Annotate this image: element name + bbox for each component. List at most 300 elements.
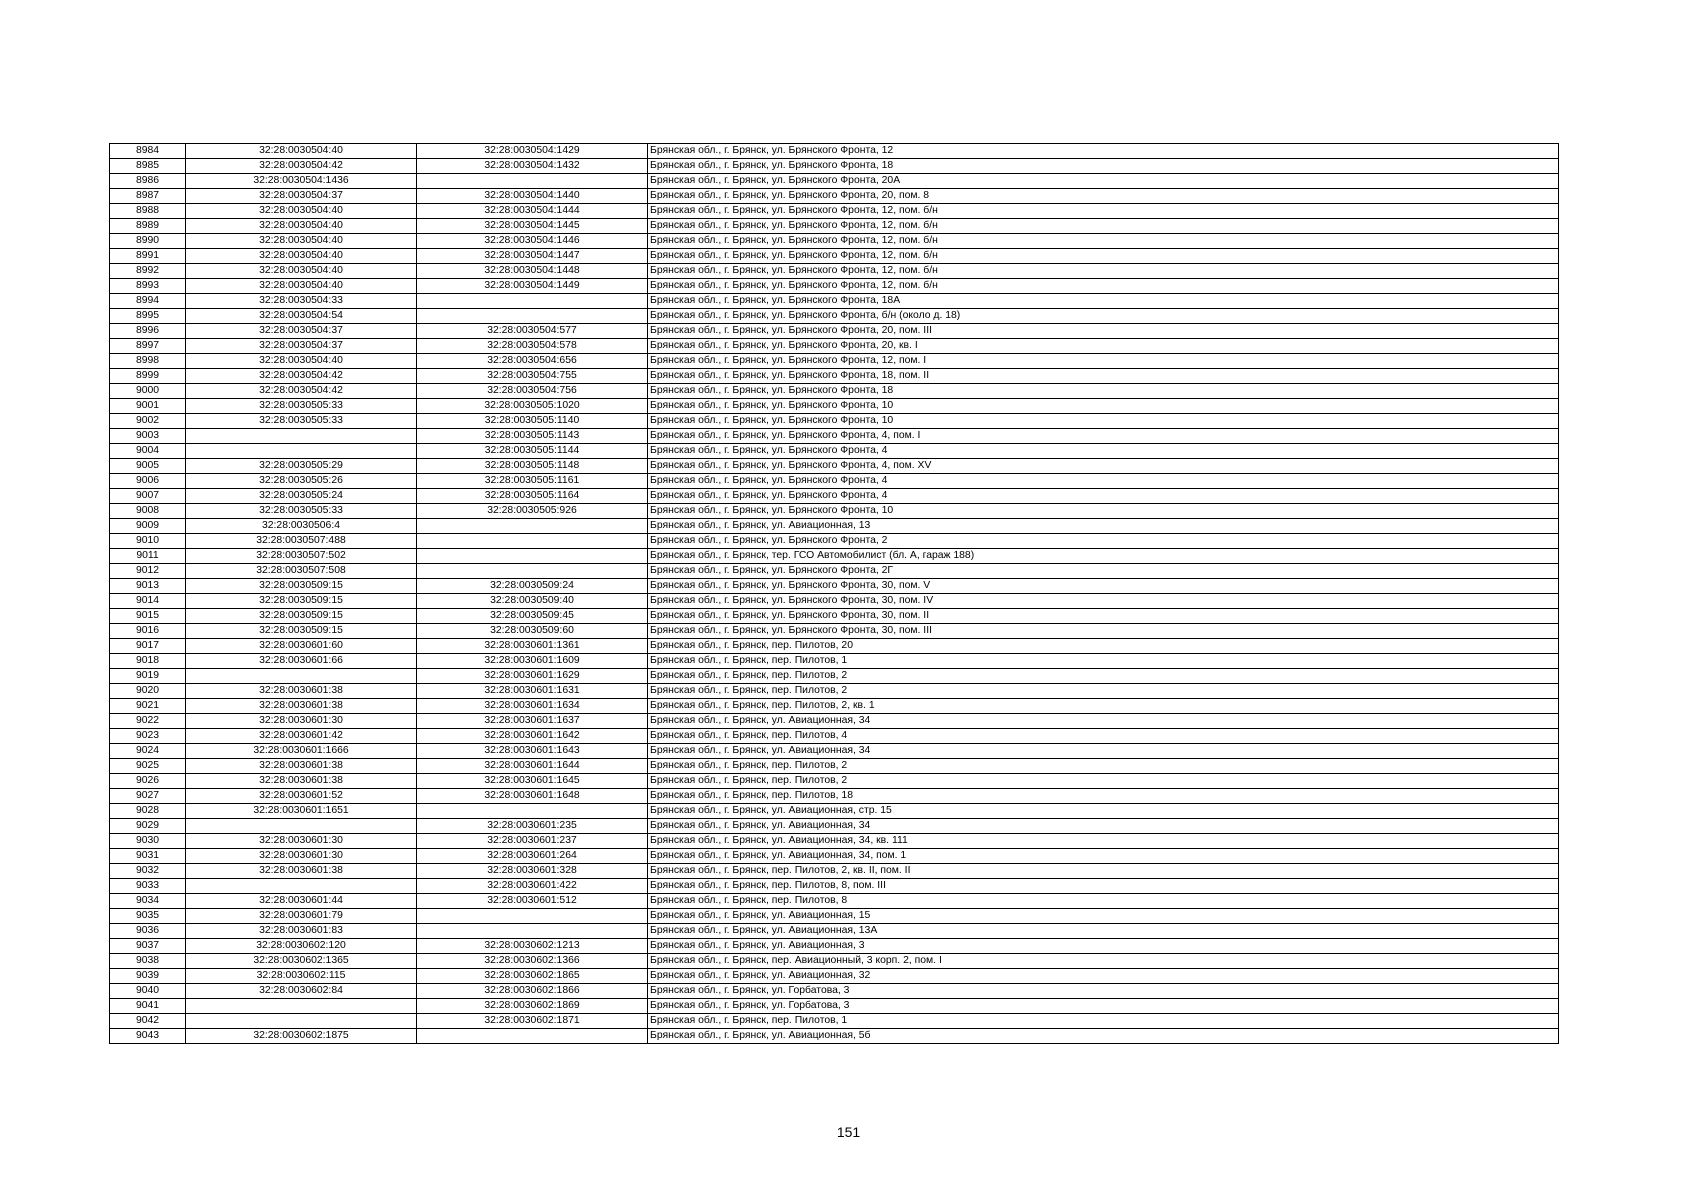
cell-address: Брянская обл., г. Брянск, ул. Брянского Фронта, 30, пом. II: [648, 609, 1559, 624]
table-row: [110, 939, 1559, 954]
cell-land-cadastral-number: 32:28:0030601:30: [186, 714, 417, 729]
cell-address: Брянская обл., г. Брянск, ул. Авиационная, стр. 15: [648, 804, 1559, 819]
cell-land-cadastral-number: [186, 1014, 417, 1029]
table-row: [110, 279, 1559, 294]
cell-number: 9042: [110, 1014, 186, 1029]
cell-address: Брянская обл., г. Брянск, ул. Брянского Фронта, 2Г: [648, 564, 1559, 579]
cell-address: Брянская обл., г. Брянск, ул. Брянского Фронта, 12: [648, 144, 1559, 159]
cell-object-cadastral-number: 32:28:0030601:1634: [417, 699, 648, 714]
cell-address: Брянская обл., г. Брянск, ул. Брянского Фронта, 4: [648, 489, 1559, 504]
cell-land-cadastral-number: 32:28:0030509:15: [186, 594, 417, 609]
cell-object-cadastral-number: 32:28:0030505:926: [417, 504, 648, 519]
cell-object-cadastral-number: 32:28:0030505:1161: [417, 474, 648, 489]
cell-land-cadastral-number: 32:28:0030509:15: [186, 579, 417, 594]
cell-land-cadastral-number: 32:28:0030504:42: [186, 384, 417, 399]
cell-address: Брянская обл., г. Брянск, пер. Пилотов, 1: [648, 654, 1559, 669]
cell-number: 9033: [110, 879, 186, 894]
cell-address: Брянская обл., г. Брянск, ул. Брянского Фронта, 12, пом. б/н: [648, 249, 1559, 264]
cell-land-cadastral-number: 32:28:0030505:33: [186, 399, 417, 414]
cell-number: 9026: [110, 774, 186, 789]
cell-land-cadastral-number: 32:28:0030601:83: [186, 924, 417, 939]
cell-address: Брянская обл., г. Брянск, ул. Брянского Фронта, 20, пом. III: [648, 324, 1559, 339]
cell-address: Брянская обл., г. Брянск, ул. Брянского Фронта, 12, пом. б/н: [648, 264, 1559, 279]
cell-object-cadastral-number: [417, 534, 648, 549]
cell-object-cadastral-number: [417, 924, 648, 939]
cell-number: 9006: [110, 474, 186, 489]
cell-number: 8987: [110, 189, 186, 204]
cell-object-cadastral-number: 32:28:0030504:755: [417, 369, 648, 384]
cell-object-cadastral-number: 32:28:0030601:1631: [417, 684, 648, 699]
table-row: [110, 954, 1559, 969]
cell-address: Брянская обл., г. Брянск, ул. Горбатова, 3: [648, 984, 1559, 999]
cell-address: Брянская обл., г. Брянск, ул. Брянского Фронта, 12, пом. б/н: [648, 234, 1559, 249]
cell-land-cadastral-number: 32:28:0030601:1651: [186, 804, 417, 819]
cell-object-cadastral-number: 32:28:0030601:1644: [417, 759, 648, 774]
table-row: [110, 324, 1559, 339]
table-row: [110, 429, 1559, 444]
cell-address: Брянская обл., г. Брянск, ул. Брянского Фронта, 30, пом. IV: [648, 594, 1559, 609]
cell-object-cadastral-number: 32:28:0030601:512: [417, 894, 648, 909]
cell-land-cadastral-number: 32:28:0030601:38: [186, 699, 417, 714]
cell-object-cadastral-number: 32:28:0030601:1629: [417, 669, 648, 684]
cell-number: 9035: [110, 909, 186, 924]
cell-land-cadastral-number: 32:28:0030601:66: [186, 654, 417, 669]
cell-address: Брянская обл., г. Брянск, ул. Брянского Фронта, 18А: [648, 294, 1559, 309]
table-row: [110, 969, 1559, 984]
cell-number: 9019: [110, 669, 186, 684]
cell-land-cadastral-number: [186, 819, 417, 834]
cell-object-cadastral-number: 32:28:0030601:1609: [417, 654, 648, 669]
cell-number: 8993: [110, 279, 186, 294]
cell-address: Брянская обл., г. Брянск, ул. Брянского Фронта, 10: [648, 399, 1559, 414]
cell-object-cadastral-number: 32:28:0030509:60: [417, 624, 648, 639]
cell-land-cadastral-number: 32:28:0030504:1436: [186, 174, 417, 189]
table-row: [110, 579, 1559, 594]
table-row: [110, 879, 1559, 894]
cell-object-cadastral-number: 32:28:0030601:1637: [417, 714, 648, 729]
cell-object-cadastral-number: 32:28:0030509:45: [417, 609, 648, 624]
cell-address: Брянская обл., г. Брянск, ул. Авиационная, 34: [648, 819, 1559, 834]
cell-address: Брянская обл., г. Брянск, ул. Брянского Фронта, 18, пом. II: [648, 369, 1559, 384]
cell-number: 9021: [110, 699, 186, 714]
cell-number: 9017: [110, 639, 186, 654]
cell-address: Брянская обл., г. Брянск, ул. Авиационная, 13: [648, 519, 1559, 534]
cell-object-cadastral-number: 32:28:0030601:235: [417, 819, 648, 834]
cell-object-cadastral-number: 32:28:0030504:1446: [417, 234, 648, 249]
cell-land-cadastral-number: 32:28:0030601:60: [186, 639, 417, 654]
cell-number: 9022: [110, 714, 186, 729]
cell-object-cadastral-number: [417, 174, 648, 189]
cell-land-cadastral-number: 32:28:0030601:30: [186, 849, 417, 864]
cell-number: 9023: [110, 729, 186, 744]
table-row: [110, 144, 1559, 159]
cell-object-cadastral-number: [417, 309, 648, 324]
cell-object-cadastral-number: [417, 804, 648, 819]
cell-object-cadastral-number: 32:28:0030601:1361: [417, 639, 648, 654]
cell-object-cadastral-number: 32:28:0030601:264: [417, 849, 648, 864]
cell-address: Брянская обл., г. Брянск, пер. Пилотов, 8, пом. III: [648, 879, 1559, 894]
cell-number: 8998: [110, 354, 186, 369]
cell-number: 9029: [110, 819, 186, 834]
cell-number: 8990: [110, 234, 186, 249]
cell-object-cadastral-number: 32:28:0030504:1444: [417, 204, 648, 219]
table-row: [110, 849, 1559, 864]
cell-object-cadastral-number: 32:28:0030504:577: [417, 324, 648, 339]
cell-address: Брянская обл., г. Брянск, ул. Брянского Фронта, 12, пом. б/н: [648, 219, 1559, 234]
cell-land-cadastral-number: 32:28:0030504:37: [186, 339, 417, 354]
cell-address: Брянская обл., г. Брянск, пер. Пилотов, 8: [648, 894, 1559, 909]
cell-land-cadastral-number: 32:28:0030504:40: [186, 264, 417, 279]
cell-object-cadastral-number: 32:28:0030601:1648: [417, 789, 648, 804]
cell-number: 9018: [110, 654, 186, 669]
cell-object-cadastral-number: 32:28:0030601:237: [417, 834, 648, 849]
table-row: [110, 1029, 1559, 1044]
cell-address: Брянская обл., г. Брянск, ул. Авиационная, 5б: [648, 1029, 1559, 1044]
cell-number: 8994: [110, 294, 186, 309]
table-row: [110, 654, 1559, 669]
cell-object-cadastral-number: 32:28:0030509:24: [417, 579, 648, 594]
table-row: [110, 414, 1559, 429]
cell-land-cadastral-number: 32:28:0030601:42: [186, 729, 417, 744]
cell-object-cadastral-number: 32:28:0030602:1366: [417, 954, 648, 969]
cell-object-cadastral-number: 32:28:0030505:1164: [417, 489, 648, 504]
table-row: [110, 594, 1559, 609]
cell-number: 9002: [110, 414, 186, 429]
document-page: [109, 143, 1558, 1044]
cell-object-cadastral-number: 32:28:0030602:1865: [417, 969, 648, 984]
cell-land-cadastral-number: 32:28:0030602:115: [186, 969, 417, 984]
cell-object-cadastral-number: 32:28:0030602:1213: [417, 939, 648, 954]
cell-object-cadastral-number: 32:28:0030505:1144: [417, 444, 648, 459]
table-row: [110, 819, 1559, 834]
cell-object-cadastral-number: 32:28:0030504:1440: [417, 189, 648, 204]
table-row: [110, 384, 1559, 399]
cell-address: Брянская обл., г. Брянск, ул. Брянского Фронта, 18: [648, 384, 1559, 399]
table-row: [110, 1014, 1559, 1029]
cell-object-cadastral-number: [417, 549, 648, 564]
cell-number: 9031: [110, 849, 186, 864]
cell-number: 9024: [110, 744, 186, 759]
cell-object-cadastral-number: 32:28:0030602:1871: [417, 1014, 648, 1029]
table-row: [110, 714, 1559, 729]
table-row: [110, 174, 1559, 189]
cell-number: 9030: [110, 834, 186, 849]
cell-address: Брянская обл., г. Брянск, ул. Брянского Фронта, б/н (около д. 18): [648, 309, 1559, 324]
cell-land-cadastral-number: 32:28:0030509:15: [186, 609, 417, 624]
cell-land-cadastral-number: 32:28:0030504:40: [186, 219, 417, 234]
table-row: [110, 204, 1559, 219]
table-row: [110, 624, 1559, 639]
cell-object-cadastral-number: 32:28:0030601:1645: [417, 774, 648, 789]
cell-address: Брянская обл., г. Брянск, пер. Пилотов, 2: [648, 774, 1559, 789]
cell-address: Брянская обл., г. Брянск, ул. Авиационная, 15: [648, 909, 1559, 924]
table-row: [110, 744, 1559, 759]
cell-address: Брянская обл., г. Брянск, пер. Пилотов, 1: [648, 1014, 1559, 1029]
cell-address: Брянская обл., г. Брянск, ул. Авиационная, 34: [648, 714, 1559, 729]
cell-number: 8985: [110, 159, 186, 174]
cell-address: Брянская обл., г. Брянск, ул. Брянского Фронта, 20, пом. 8: [648, 189, 1559, 204]
cell-number: 9005: [110, 459, 186, 474]
table-row: [110, 834, 1559, 849]
table-row: [110, 294, 1559, 309]
cell-address: Брянская обл., г. Брянск, ул. Брянского Фронта, 12, пом. б/н: [648, 204, 1559, 219]
table-row: [110, 669, 1559, 684]
cell-address: Брянская обл., г. Брянск, ул. Брянского Фронта, 4, пом. XV: [648, 459, 1559, 474]
cell-land-cadastral-number: 32:28:0030602:1365: [186, 954, 417, 969]
cell-object-cadastral-number: [417, 294, 648, 309]
cell-object-cadastral-number: 32:28:0030504:756: [417, 384, 648, 399]
cell-land-cadastral-number: [186, 999, 417, 1014]
cell-land-cadastral-number: 32:28:0030601:38: [186, 864, 417, 879]
table-row: [110, 729, 1559, 744]
cell-land-cadastral-number: 32:28:0030601:52: [186, 789, 417, 804]
cell-object-cadastral-number: 32:28:0030505:1148: [417, 459, 648, 474]
cell-number: 9020: [110, 684, 186, 699]
table-row: [110, 354, 1559, 369]
table-row: [110, 894, 1559, 909]
cell-address: Брянская обл., г. Брянск, ул. Брянского Фронта, 10: [648, 504, 1559, 519]
cell-land-cadastral-number: 32:28:0030505:33: [186, 414, 417, 429]
cell-object-cadastral-number: 32:28:0030504:1432: [417, 159, 648, 174]
cell-object-cadastral-number: 32:28:0030601:1643: [417, 744, 648, 759]
table-row: [110, 924, 1559, 939]
table-row: [110, 909, 1559, 924]
registry-table-body: [110, 144, 1559, 1044]
cell-address: Брянская обл., г. Брянск, ул. Авиационная, 34, кв. 111: [648, 834, 1559, 849]
cell-land-cadastral-number: 32:28:0030505:24: [186, 489, 417, 504]
table-row: [110, 444, 1559, 459]
cell-land-cadastral-number: 32:28:0030504:40: [186, 279, 417, 294]
cell-number: 9003: [110, 429, 186, 444]
cell-land-cadastral-number: 32:28:0030507:508: [186, 564, 417, 579]
cell-address: Брянская обл., г. Брянск, ул. Брянского Фронта, 4: [648, 444, 1559, 459]
cell-address: Брянская обл., г. Брянск, ул. Брянского Фронта, 4: [648, 474, 1559, 489]
cell-number: 9032: [110, 864, 186, 879]
cell-number: 9039: [110, 969, 186, 984]
table-row: [110, 459, 1559, 474]
cell-object-cadastral-number: 32:28:0030601:422: [417, 879, 648, 894]
cell-number: 9025: [110, 759, 186, 774]
cell-object-cadastral-number: 32:28:0030504:1445: [417, 219, 648, 234]
cell-land-cadastral-number: 32:28:0030505:26: [186, 474, 417, 489]
cell-object-cadastral-number: 32:28:0030602:1866: [417, 984, 648, 999]
table-row: [110, 159, 1559, 174]
cell-number: 9001: [110, 399, 186, 414]
cell-address: Брянская обл., г. Брянск, пер. Пилотов, 2: [648, 684, 1559, 699]
cell-object-cadastral-number: [417, 564, 648, 579]
table-row: [110, 609, 1559, 624]
table-row: [110, 489, 1559, 504]
table-row: [110, 984, 1559, 999]
cell-address: Брянская обл., г. Брянск, ул. Брянского Фронта, 12, пом. б/н: [648, 279, 1559, 294]
page-number: 151: [836, 1124, 861, 1140]
cell-land-cadastral-number: 32:28:0030507:488: [186, 534, 417, 549]
table-row: [110, 639, 1559, 654]
registry-table: [109, 143, 1559, 1044]
cell-object-cadastral-number: 32:28:0030601:1642: [417, 729, 648, 744]
cell-address: Брянская обл., г. Брянск, ул. Брянского Фронта, 2: [648, 534, 1559, 549]
table-row: [110, 249, 1559, 264]
cell-object-cadastral-number: 32:28:0030504:1429: [417, 144, 648, 159]
cell-address: Брянская обл., г. Брянск, ул. Горбатова, 3: [648, 999, 1559, 1014]
cell-land-cadastral-number: 32:28:0030504:40: [186, 204, 417, 219]
cell-number: 8991: [110, 249, 186, 264]
cell-number: 9043: [110, 1029, 186, 1044]
table-row: [110, 564, 1559, 579]
cell-address: Брянская обл., г. Брянск, ул. Брянского Фронта, 20А: [648, 174, 1559, 189]
cell-number: 9037: [110, 939, 186, 954]
cell-number: 9027: [110, 789, 186, 804]
cell-address: Брянская обл., г. Брянск, ул. Брянского Фронта, 4, пом. I: [648, 429, 1559, 444]
cell-number: 8986: [110, 174, 186, 189]
cell-number: 8984: [110, 144, 186, 159]
table-row: [110, 474, 1559, 489]
cell-land-cadastral-number: 32:28:0030602:1875: [186, 1029, 417, 1044]
cell-land-cadastral-number: 32:28:0030504:40: [186, 144, 417, 159]
cell-object-cadastral-number: 32:28:0030505:1143: [417, 429, 648, 444]
cell-number: 9038: [110, 954, 186, 969]
cell-land-cadastral-number: 32:28:0030504:54: [186, 309, 417, 324]
cell-number: 9041: [110, 999, 186, 1014]
table-row: [110, 699, 1559, 714]
cell-land-cadastral-number: 32:28:0030504:33: [186, 294, 417, 309]
table-row: [110, 534, 1559, 549]
table-row: [110, 519, 1559, 534]
cell-number: 9014: [110, 594, 186, 609]
cell-object-cadastral-number: [417, 1029, 648, 1044]
cell-land-cadastral-number: 32:28:0030504:42: [186, 159, 417, 174]
cell-land-cadastral-number: 32:28:0030505:33: [186, 504, 417, 519]
table-row: [110, 264, 1559, 279]
cell-address: Брянская обл., г. Брянск, ул. Авиационная, 13А: [648, 924, 1559, 939]
cell-number: 9036: [110, 924, 186, 939]
cell-number: 8989: [110, 219, 186, 234]
cell-address: Брянская обл., г. Брянск, пер. Авиационный, 3 корп. 2, пом. I: [648, 954, 1559, 969]
cell-number: 9008: [110, 504, 186, 519]
cell-object-cadastral-number: [417, 519, 648, 534]
table-row: [110, 804, 1559, 819]
table-row: [110, 369, 1559, 384]
cell-address: Брянская обл., г. Брянск, пер. Пилотов, 2: [648, 759, 1559, 774]
cell-address: Брянская обл., г. Брянск, пер. Пилотов, 2, кв. 1: [648, 699, 1559, 714]
table-row: [110, 549, 1559, 564]
table-row: [110, 309, 1559, 324]
cell-number: 9012: [110, 564, 186, 579]
cell-land-cadastral-number: [186, 444, 417, 459]
cell-address: Брянская обл., г. Брянск, тер. ГСО Автомобилист (бл. А, гараж 188): [648, 549, 1559, 564]
cell-land-cadastral-number: 32:28:0030601:1666: [186, 744, 417, 759]
cell-object-cadastral-number: 32:28:0030504:578: [417, 339, 648, 354]
table-row: [110, 684, 1559, 699]
table-row: [110, 234, 1559, 249]
table-row: [110, 189, 1559, 204]
cell-land-cadastral-number: 32:28:0030504:37: [186, 189, 417, 204]
cell-number: 9013: [110, 579, 186, 594]
cell-land-cadastral-number: 32:28:0030504:42: [186, 369, 417, 384]
cell-number: 9040: [110, 984, 186, 999]
cell-object-cadastral-number: [417, 909, 648, 924]
cell-number: 8997: [110, 339, 186, 354]
table-row: [110, 339, 1559, 354]
cell-land-cadastral-number: 32:28:0030504:40: [186, 234, 417, 249]
cell-address: Брянская обл., г. Брянск, ул. Авиационная, 32: [648, 969, 1559, 984]
cell-land-cadastral-number: 32:28:0030601:38: [186, 774, 417, 789]
cell-address: Брянская обл., г. Брянск, пер. Пилотов, 2: [648, 669, 1559, 684]
table-row: [110, 774, 1559, 789]
cell-land-cadastral-number: 32:28:0030509:15: [186, 624, 417, 639]
cell-address: Брянская обл., г. Брянск, ул. Брянского Фронта, 12, пом. I: [648, 354, 1559, 369]
cell-address: Брянская обл., г. Брянск, ул. Авиационная, 34: [648, 744, 1559, 759]
cell-number: 9009: [110, 519, 186, 534]
cell-number: 9011: [110, 549, 186, 564]
cell-land-cadastral-number: 32:28:0030507:502: [186, 549, 417, 564]
cell-address: Брянская обл., г. Брянск, пер. Пилотов, 2, кв. II, пом. II: [648, 864, 1559, 879]
cell-object-cadastral-number: 32:28:0030505:1140: [417, 414, 648, 429]
cell-address: Брянская обл., г. Брянск, ул. Авиационная, 3: [648, 939, 1559, 954]
cell-number: 9015: [110, 609, 186, 624]
cell-land-cadastral-number: [186, 879, 417, 894]
cell-number: 8996: [110, 324, 186, 339]
cell-address: Брянская обл., г. Брянск, пер. Пилотов, 4: [648, 729, 1559, 744]
cell-number: 8992: [110, 264, 186, 279]
cell-number: 9016: [110, 624, 186, 639]
cell-land-cadastral-number: [186, 669, 417, 684]
table-row: [110, 999, 1559, 1014]
cell-address: Брянская обл., г. Брянск, ул. Брянского Фронта, 18: [648, 159, 1559, 174]
cell-object-cadastral-number: 32:28:0030504:656: [417, 354, 648, 369]
cell-object-cadastral-number: 32:28:0030601:328: [417, 864, 648, 879]
cell-land-cadastral-number: 32:28:0030602:120: [186, 939, 417, 954]
cell-number: 9004: [110, 444, 186, 459]
cell-object-cadastral-number: 32:28:0030504:1449: [417, 279, 648, 294]
cell-land-cadastral-number: 32:28:0030504:40: [186, 354, 417, 369]
cell-land-cadastral-number: 32:28:0030601:38: [186, 684, 417, 699]
cell-land-cadastral-number: 32:28:0030505:29: [186, 459, 417, 474]
cell-address: Брянская обл., г. Брянск, ул. Брянского Фронта, 10: [648, 414, 1559, 429]
table-row: [110, 864, 1559, 879]
cell-object-cadastral-number: 32:28:0030504:1447: [417, 249, 648, 264]
cell-land-cadastral-number: 32:28:0030601:38: [186, 759, 417, 774]
cell-land-cadastral-number: [186, 429, 417, 444]
cell-land-cadastral-number: 32:28:0030506:4: [186, 519, 417, 534]
cell-number: 8988: [110, 204, 186, 219]
cell-land-cadastral-number: 32:28:0030602:84: [186, 984, 417, 999]
cell-address: Брянская обл., г. Брянск, пер. Пилотов, 18: [648, 789, 1559, 804]
cell-land-cadastral-number: 32:28:0030601:30: [186, 834, 417, 849]
cell-land-cadastral-number: 32:28:0030504:40: [186, 249, 417, 264]
cell-address: Брянская обл., г. Брянск, ул. Брянского Фронта, 20, кв. I: [648, 339, 1559, 354]
cell-object-cadastral-number: 32:28:0030505:1020: [417, 399, 648, 414]
cell-address: Брянская обл., г. Брянск, ул. Брянского Фронта, 30, пом. III: [648, 624, 1559, 639]
cell-land-cadastral-number: 32:28:0030601:79: [186, 909, 417, 924]
cell-number: 9034: [110, 894, 186, 909]
cell-number: 8999: [110, 369, 186, 384]
cell-number: 9028: [110, 804, 186, 819]
cell-number: 8995: [110, 309, 186, 324]
table-row: [110, 504, 1559, 519]
table-row: [110, 789, 1559, 804]
cell-number: 9010: [110, 534, 186, 549]
cell-number: 9007: [110, 489, 186, 504]
cell-address: Брянская обл., г. Брянск, ул. Брянского Фронта, 30, пом. V: [648, 579, 1559, 594]
cell-land-cadastral-number: 32:28:0030504:37: [186, 324, 417, 339]
cell-address: Брянская обл., г. Брянск, ул. Авиационная, 34, пом. 1: [648, 849, 1559, 864]
cell-number: 9000: [110, 384, 186, 399]
cell-address: Брянская обл., г. Брянск, пер. Пилотов, 20: [648, 639, 1559, 654]
cell-object-cadastral-number: 32:28:0030602:1869: [417, 999, 648, 1014]
table-row: [110, 219, 1559, 234]
cell-land-cadastral-number: 32:28:0030601:44: [186, 894, 417, 909]
